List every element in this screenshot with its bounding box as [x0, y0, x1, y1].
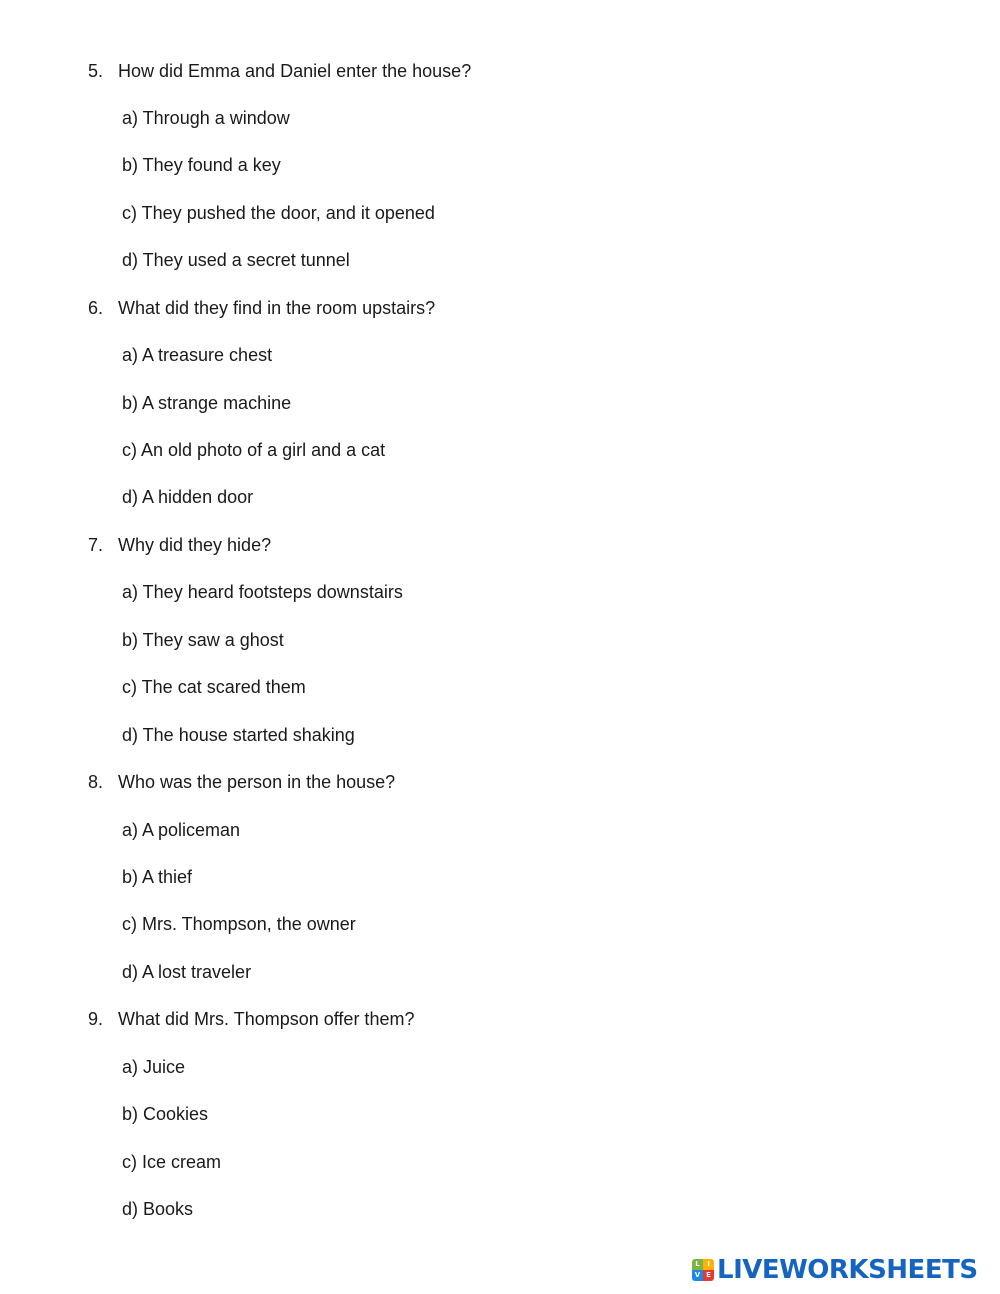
- option-5a[interactable]: a) Through a window: [122, 108, 290, 128]
- question-text: Who was the person in the house?: [118, 772, 396, 792]
- question-8: [88, 770, 395, 794]
- option-9c[interactable]: c) Ice cream: [122, 1152, 222, 1172]
- question-text: How did Emma and Daniel enter the house?: [118, 61, 472, 81]
- option-9d[interactable]: d) Books: [122, 1199, 194, 1219]
- question-text: What did they find in the room upstairs?: [118, 298, 436, 318]
- question-number: 5.: [88, 61, 104, 81]
- logo-mark-letter: L: [692, 1259, 703, 1270]
- option-6c[interactable]: c) An old photo of a girl and a cat: [122, 440, 386, 460]
- option-8d[interactable]: d) A lost traveler: [122, 962, 252, 982]
- question-number: 7.: [88, 535, 104, 555]
- option-5b[interactable]: b) They found a key: [122, 155, 281, 175]
- option-6b[interactable]: b) A strange machine: [122, 393, 292, 413]
- question-text: Why did they hide?: [118, 535, 272, 555]
- option-6d[interactable]: d) A hidden door: [122, 487, 254, 507]
- question-number: 9.: [88, 1009, 104, 1029]
- option-8c[interactable]: c) Mrs. Thompson, the owner: [122, 914, 356, 934]
- question-number: 6.: [88, 298, 104, 318]
- question-7: [88, 533, 271, 557]
- option-5d[interactable]: d) They used a secret tunnel: [122, 250, 350, 270]
- option-6a[interactable]: a) A treasure chest: [122, 345, 273, 365]
- option-9a[interactable]: a) Juice: [122, 1057, 186, 1077]
- liveworksheets-logo: [692, 1252, 978, 1288]
- logo-mark-letter: E: [703, 1270, 714, 1281]
- option-8a[interactable]: a) A policeman: [122, 820, 241, 840]
- liveworksheets-logo-icon: [692, 1259, 714, 1281]
- logo-mark-letter: V: [692, 1270, 703, 1281]
- question-number: 8.: [88, 772, 104, 792]
- question-text: What did Mrs. Thompson offer them?: [118, 1009, 415, 1029]
- option-8b[interactable]: b) A thief: [122, 867, 193, 887]
- question-5: [88, 59, 471, 83]
- option-5c[interactable]: c) They pushed the door, and it opened: [122, 203, 435, 223]
- option-7c[interactable]: c) The cat scared them: [122, 677, 306, 697]
- logo-text: LIVEWORKSHEETS: [717, 1255, 978, 1285]
- question-6: [88, 296, 435, 320]
- question-9: [88, 1007, 414, 1031]
- option-7a[interactable]: a) They heard footsteps downstairs: [122, 582, 403, 602]
- option-9b[interactable]: b) Cookies: [122, 1104, 209, 1124]
- logo-mark-letter: I: [703, 1259, 714, 1270]
- option-7d[interactable]: d) The house started shaking: [122, 725, 355, 745]
- option-7b[interactable]: b) They saw a ghost: [122, 630, 284, 650]
